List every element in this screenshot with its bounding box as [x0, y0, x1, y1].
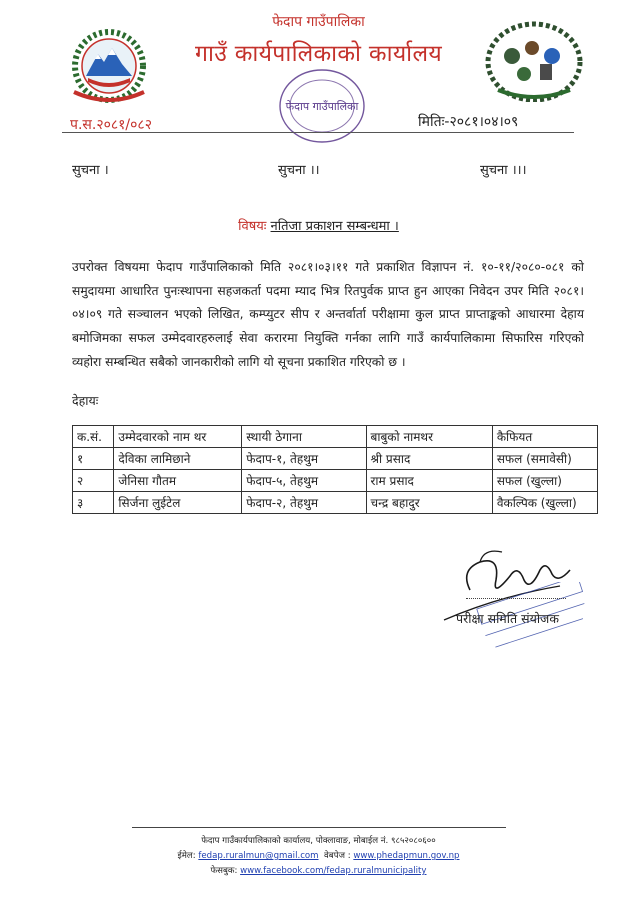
cell-candidate-name: देविका लामिछाने — [114, 448, 242, 470]
website-link[interactable]: www.phedapmun.gov.np — [353, 851, 460, 861]
cell-father-name: राम प्रसाद — [366, 470, 492, 492]
notice-heading-3: सुचना ।।। — [480, 163, 527, 178]
cell-serial: १ — [73, 448, 114, 470]
office-title: गाउँ कार्यपालिकाको कार्यालय — [195, 41, 442, 67]
footer-divider — [132, 827, 506, 828]
municipality-name: फेदाप गाउँपालिका — [272, 14, 365, 30]
cell-address: फेदाप-२, तेहथुम — [242, 492, 366, 514]
cell-address: फेदाप-५, तेहथुम — [242, 470, 366, 492]
cell-serial: ३ — [73, 492, 114, 514]
facebook-link[interactable]: www.facebook.com/fedap.ruralmunicipality — [240, 866, 427, 876]
list-intro: देहायः — [72, 393, 99, 408]
results-table — [72, 425, 598, 514]
facebook-label: फेसबुक: — [210, 866, 238, 876]
notice-heading-2: सुचना ।। — [278, 163, 320, 178]
col-candidate-name: उम्मेदवारको नाम थर — [114, 426, 242, 448]
municipality-symbols-logo — [484, 20, 584, 102]
email-label: ईमेल: — [177, 851, 196, 861]
website-label: वेबपेज : — [324, 851, 351, 861]
subject-text: नतिजा प्रकाशन सम्बन्धमा । — [270, 219, 399, 234]
cell-address: फेदाप-१, तेहथुम — [242, 448, 366, 470]
table-header-row — [73, 426, 598, 448]
cell-candidate-name: जेनिसा गौतम — [114, 470, 242, 492]
footer-social — [0, 864, 637, 876]
col-father-name: बाबुको नामथर — [366, 426, 492, 448]
cell-remarks: सफल (समावेसी) — [492, 448, 597, 470]
table-row — [73, 492, 598, 514]
cell-remarks: वैकल्पिक (खुल्ला) — [492, 492, 597, 514]
body-paragraph: उपरोक्त विषयमा फेदाप गाउँपालिकाको मिति २०८१।०३।११ गते प्रकाशित विज्ञापन नं. १०-११/२०८०-०८१ को समुदायमा आधारित पुनःस्थापना सहजकर्ता पदमा म्याद भित्र रितपुर्वक प्राप्त हुन आएका निवेदन उपर मिति २०८१।०४।०९ गते सञ्चालन भएको लिखित, कम्प्युटर सीप र अन्तर्वार्ता परीक्षामा कुल प्राप्त प्राप्ताङ्कको आधारमा देहाय बमोजिमका सफल उम्मेदवारहरुलाई सेवा करारमा नियुक्ति गर्नका लागि गाउँ कार्यपालिकामा सिफारिस गरिएको व्यहोरा सम्बन्धित सबैको जानकारीको लागि यो सूचना प्रकाशित गरिएको छ । — [72, 260, 584, 369]
table-row — [73, 470, 598, 492]
footer-address: फेदाप गाउँकार्यपालिकाको कार्यालय, पोक्लावाङ, मोबाईल नं. ९८५२०८०६०० — [201, 836, 436, 846]
col-serial: क.सं. — [73, 426, 114, 448]
notice-heading-1: सुचना । — [72, 163, 109, 178]
cell-candidate-name: सिर्जना लुईटेल — [114, 492, 242, 514]
cell-father-name: चन्द्र बहादुर — [366, 492, 492, 514]
issue-date: मितिः-२०८१।०४।०९ — [418, 114, 519, 130]
col-address: स्थायी ठेगाना — [242, 426, 366, 448]
svg-text:फेदाप गाउँपालिका: फेदाप गाउँपालिका — [285, 100, 359, 113]
subject-label: विषयः — [238, 219, 267, 234]
office-stamp — [276, 66, 368, 146]
table-row — [73, 448, 598, 470]
subject-line — [0, 216, 637, 234]
cell-father-name: श्री प्रसाद — [366, 448, 492, 470]
signature-dotted-line — [466, 598, 566, 599]
cell-serial: २ — [73, 470, 114, 492]
col-remarks: कैफियत — [492, 426, 597, 448]
header-divider — [62, 132, 574, 133]
reference-number: प.स.२०८१/०८२ — [70, 117, 152, 133]
email-link[interactable]: fedap.ruralmun@gmail.com — [198, 851, 319, 861]
signatory-title: परीक्षा समिति संयोजक — [456, 611, 559, 626]
footer-contacts — [0, 849, 637, 861]
cell-remarks: सफल (खुल्ला) — [492, 470, 597, 492]
